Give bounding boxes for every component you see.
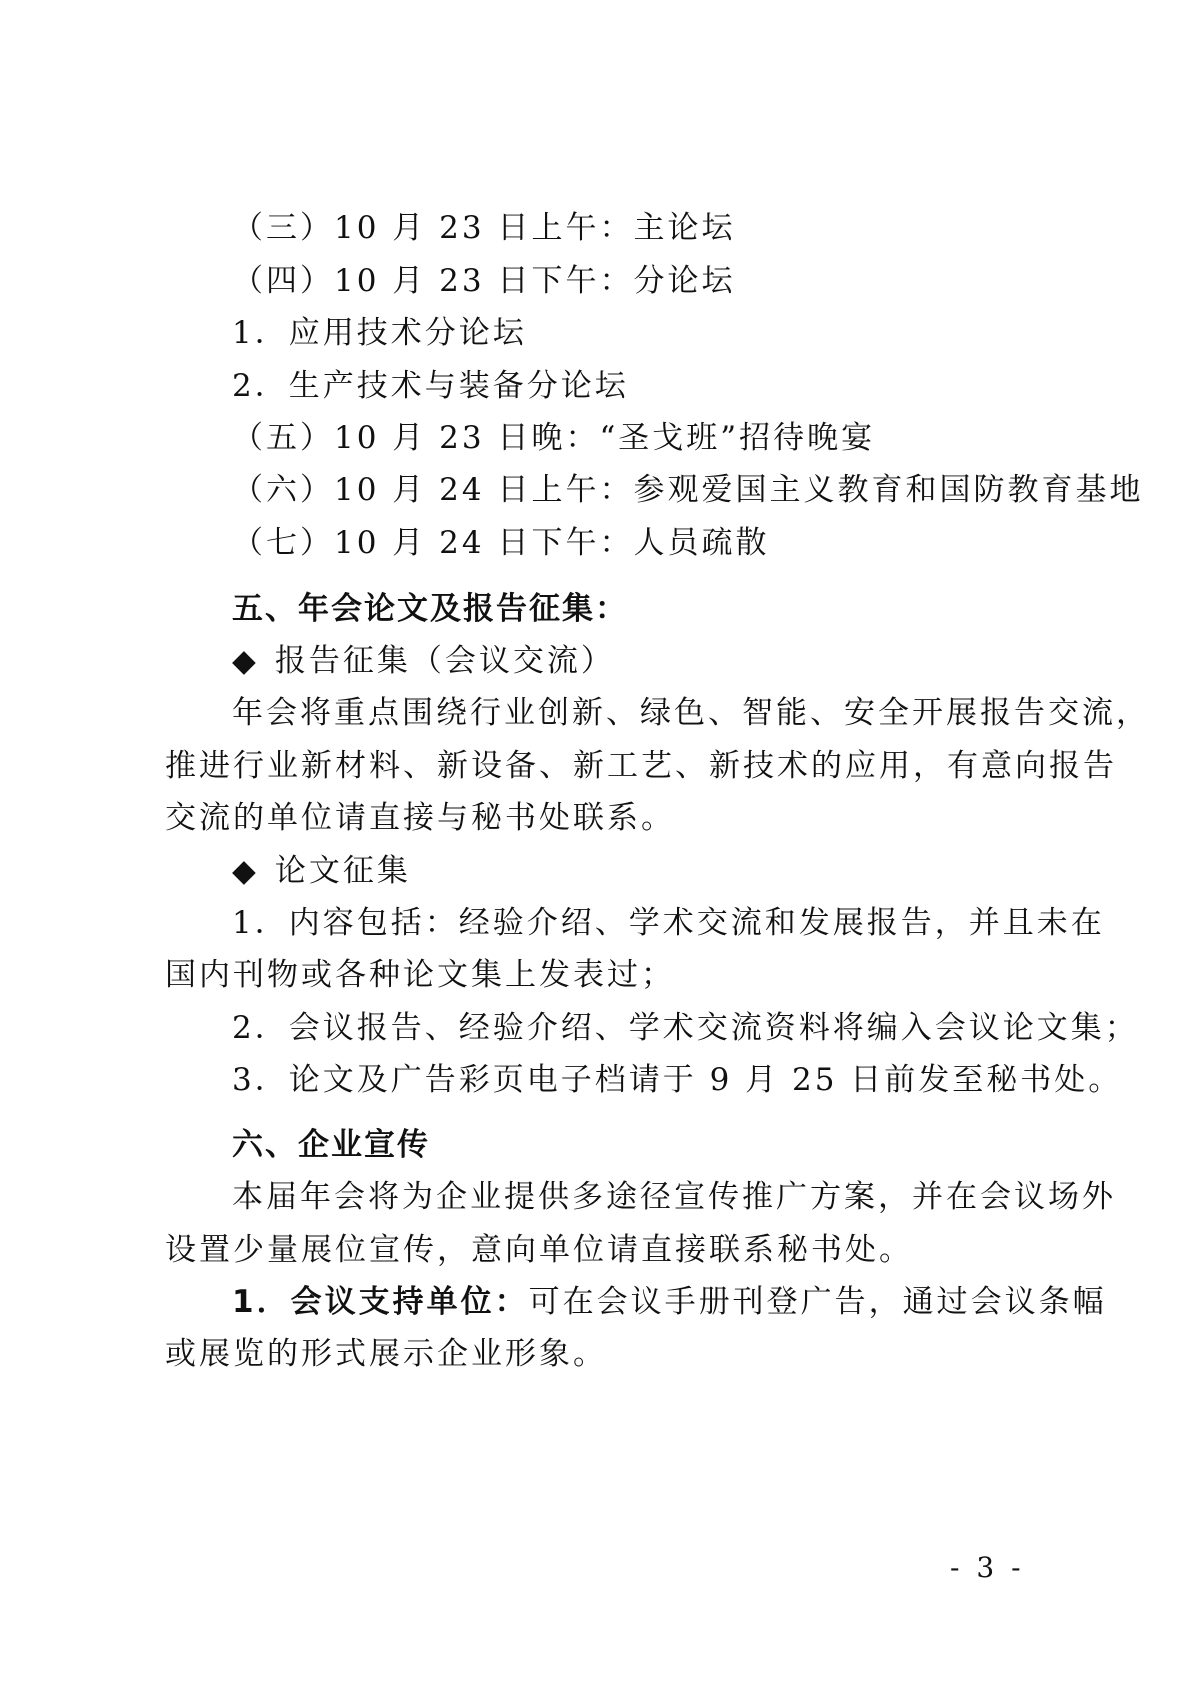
report-paragraph-line-1: 年会将重点围绕行业创新、绿色、智能、安全开展报告交流， — [232, 695, 1150, 731]
paper-line-1: 1．内容包括：经验介绍、学术交流和发展报告，并且未在 — [232, 905, 1105, 941]
promo-intro-line-1: 本届年会将为企业提供多途径宣传推广方案，并在会议场外 — [232, 1179, 1116, 1215]
support-unit-paragraph — [232, 1282, 1107, 1322]
diamond-bullet-icon: ◆ — [232, 853, 259, 889]
promo-intro-line-2: 设置少量展位宣传，意向单位请直接联系秘书处。 — [165, 1232, 913, 1268]
schedule-item-4: （四）10 月 23 日下午：分论坛 — [232, 263, 736, 299]
schedule-subitem-2: 2．生产技术与装备分论坛 — [232, 368, 629, 404]
support-unit-continuation: 或展览的形式展示企业形象。 — [165, 1336, 607, 1372]
schedule-item-6: （六）10 月 24 日上午：参观爱国主义教育和国防教育基地 — [232, 472, 1144, 508]
report-title-text: 报告征集（会议交流） — [274, 643, 615, 679]
section6-heading: 六、企业宣传 — [232, 1127, 430, 1163]
support-unit-text: 可在会议手册刊登广告，通过会议条幅 — [528, 1284, 1107, 1320]
page-number: - 3 - — [950, 1551, 1025, 1584]
support-unit-lead: 1．会议支持单位： — [232, 1284, 529, 1320]
paper-collection-title — [232, 851, 411, 891]
paper-title-text: 论文征集 — [274, 853, 411, 889]
schedule-subitem-1: 1．应用技术分论坛 — [232, 315, 527, 351]
report-paragraph-line-3: 交流的单位请直接与秘书处联系。 — [165, 800, 675, 836]
paper-line-4: 3．论文及广告彩页电子档请于 9 月 25 日前发至秘书处。 — [232, 1062, 1123, 1098]
report-paragraph-line-2: 推进行业新材料、新设备、新工艺、新技术的应用，有意向报告 — [165, 748, 1117, 784]
diamond-bullet-icon: ◆ — [232, 643, 259, 679]
report-collection-title — [232, 641, 615, 681]
section5-heading: 五、年会论文及报告征集： — [232, 591, 628, 627]
paper-line-2: 国内刊物或各种论文集上发表过； — [165, 957, 675, 993]
schedule-item-7: （七）10 月 24 日下午：人员疏散 — [232, 525, 770, 561]
paper-line-3: 2．会议报告、经验介绍、学术交流资料将编入会议论文集； — [232, 1010, 1139, 1046]
schedule-item-3: （三）10 月 23 日上午：主论坛 — [232, 210, 736, 246]
schedule-item-5: （五）10 月 23 日晚：“圣戈班”招待晚宴 — [232, 420, 876, 456]
